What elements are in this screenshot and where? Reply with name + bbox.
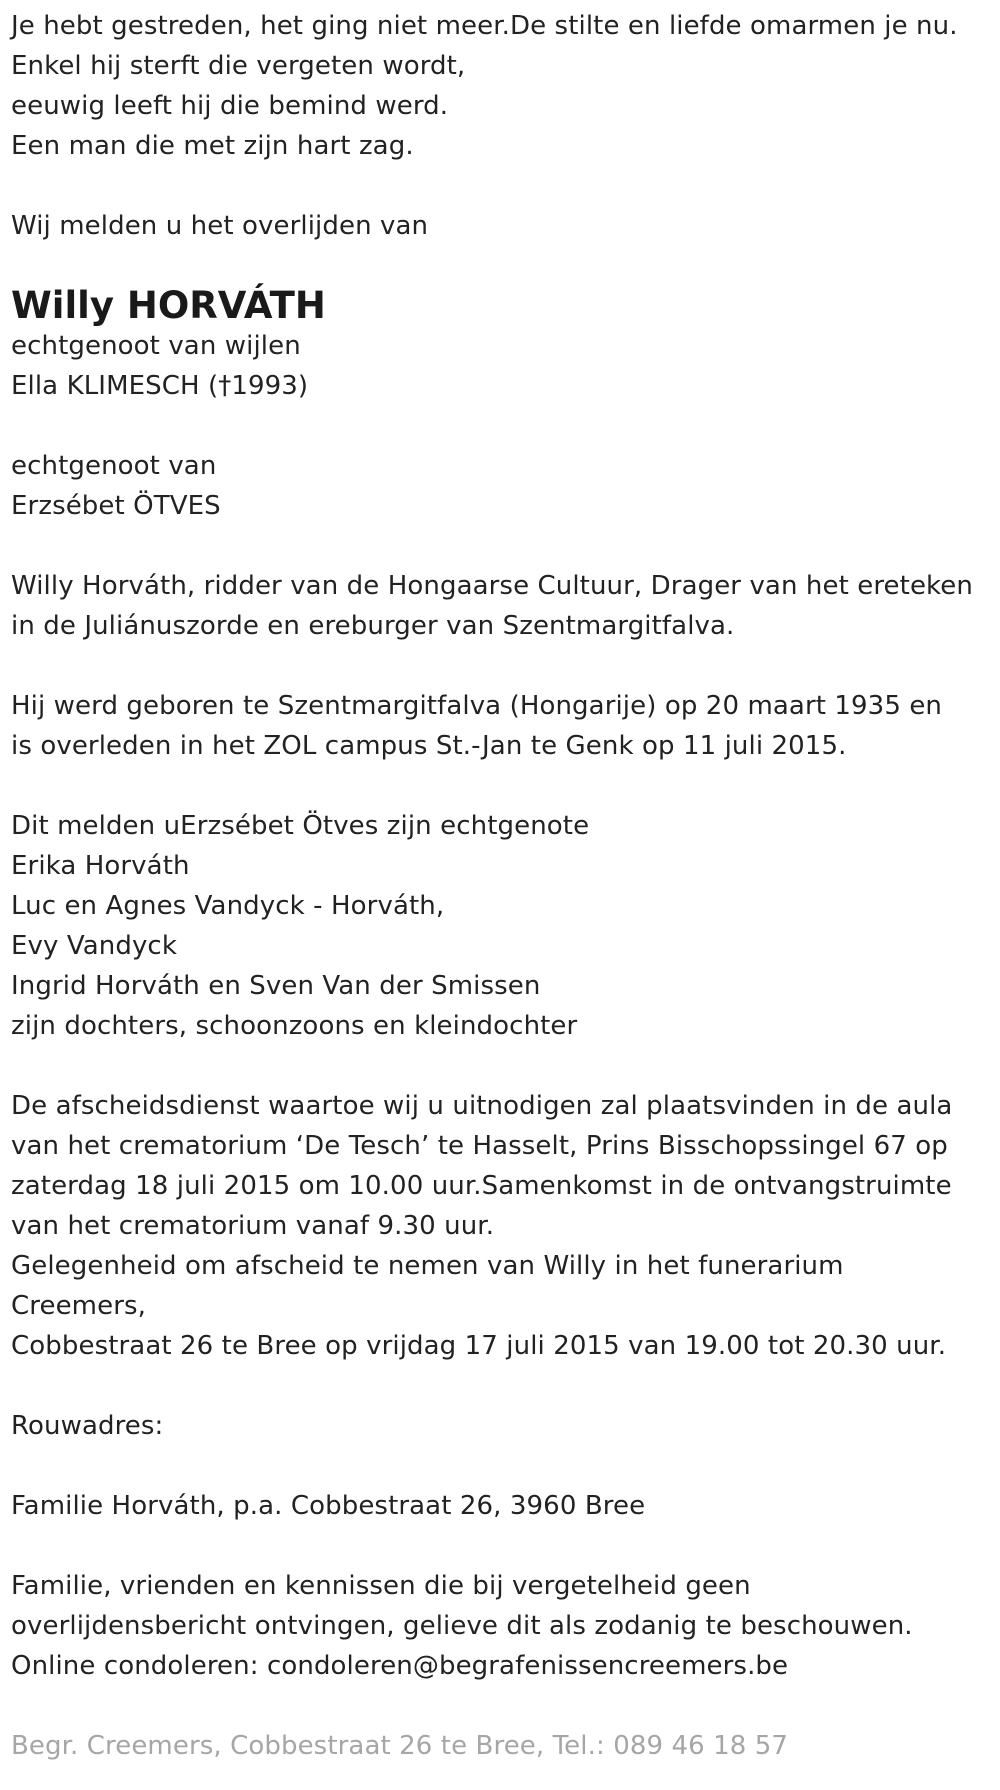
deceased-name: Willy HORVÁTH [11, 284, 326, 327]
spacer [11, 166, 996, 206]
ceremony-paragraph [11, 1086, 996, 1366]
ceremony-line: van het crematorium ‘De Tesch’ te Hasselt, Prins Bisschopssingel 67 op [11, 1131, 948, 1161]
ceremony-line: Gelegenheid om afscheid te nemen van Willy in het funerarium [11, 1251, 844, 1281]
spacer [11, 1526, 996, 1566]
poem-line: eeuwig leeft hij die bemind werd. [11, 91, 449, 121]
spacer [11, 646, 996, 686]
spouse-label: echtgenoot van [11, 451, 217, 481]
obituary-notice [11, 6, 996, 1766]
ceremony-line: van het crematorium vanaf 9.30 uur. [11, 1211, 495, 1241]
condolence-line: Online condoleren: condoleren@begrafenissencreemers.be [11, 1651, 789, 1681]
funeral-home-footer: Begr. Creemers, Cobbestraat 26 te Bree, Tel.: 089 46 18 57 [11, 1731, 789, 1761]
spacer [11, 246, 996, 286]
late-spouse-block [11, 326, 996, 406]
spacer [11, 1686, 996, 1726]
announcement-text: Wij melden u het overlijden van [11, 211, 429, 241]
ceremony-line: Cobbestraat 26 te Bree op vrijdag 17 juli 2015 van 19.00 tot 20.30 uur. [11, 1331, 947, 1361]
spacer [11, 1366, 996, 1406]
spacer [11, 766, 996, 806]
closing-line: Familie, vrienden en kennissen die bij vergetelheid geen [11, 1571, 751, 1601]
family-list [11, 806, 996, 1046]
poem-line: Een man die met zijn hart zag. [11, 131, 414, 161]
family-line: Luc en Agnes Vandyck - Horváth, [11, 891, 445, 921]
late-spouse-name: Ella KLIMESCH (†1993) [11, 371, 309, 401]
life-line: is overleden in het ZOL campus St.-Jan te Genk op 11 juli 2015. [11, 731, 847, 761]
poem [11, 6, 996, 166]
ceremony-line: Creemers, [11, 1291, 146, 1321]
spacer [11, 1046, 996, 1086]
life-paragraph [11, 686, 996, 766]
poem-line: Enkel hij sterft die vergeten wordt, [11, 51, 466, 81]
family-line: Dit melden uErzsébet Ötves zijn echtgenote [11, 811, 590, 841]
spouse-block [11, 446, 996, 526]
honors-line: in de Juliánuszorde en ereburger van Szentmargitfalva. [11, 611, 735, 641]
address-label: Rouwadres: [11, 1411, 164, 1441]
honors-paragraph [11, 566, 996, 646]
honors-line: Willy Horváth, ridder van de Hongaarse Cultuur, Drager van het ereteken [11, 571, 973, 601]
family-line: Evy Vandyck [11, 931, 177, 961]
ceremony-line: zaterdag 18 juli 2015 om 10.00 uur.Samenkomst in de ontvangstruimte [11, 1171, 952, 1201]
spouse-name: Erzsébet ÖTVES [11, 491, 221, 521]
family-line: zijn dochters, schoonzoons en kleindochter [11, 1011, 578, 1041]
family-line: Ingrid Horváth en Sven Van der Smissen [11, 971, 541, 1001]
ceremony-line: De afscheidsdienst waartoe wij u uitnodigen zal plaatsvinden in de aula [11, 1091, 953, 1121]
closing-paragraph [11, 1566, 996, 1686]
life-line: Hij werd geboren te Szentmargitfalva (Hongarije) op 20 maart 1935 en [11, 691, 943, 721]
mourning-address: Familie Horváth, p.a. Cobbestraat 26, 3960 Bree [11, 1491, 646, 1521]
spacer [11, 406, 996, 446]
closing-line: overlijdensbericht ontvingen, gelieve dit als zodanig te beschouwen. [11, 1611, 913, 1641]
spacer [11, 1446, 996, 1486]
spacer [11, 526, 996, 566]
late-spouse-label: echtgenoot van wijlen [11, 331, 301, 361]
poem-line: Je hebt gestreden, het ging niet meer.De stilte en liefde omarmen je nu. [11, 11, 958, 41]
family-line: Erika Horváth [11, 851, 190, 881]
